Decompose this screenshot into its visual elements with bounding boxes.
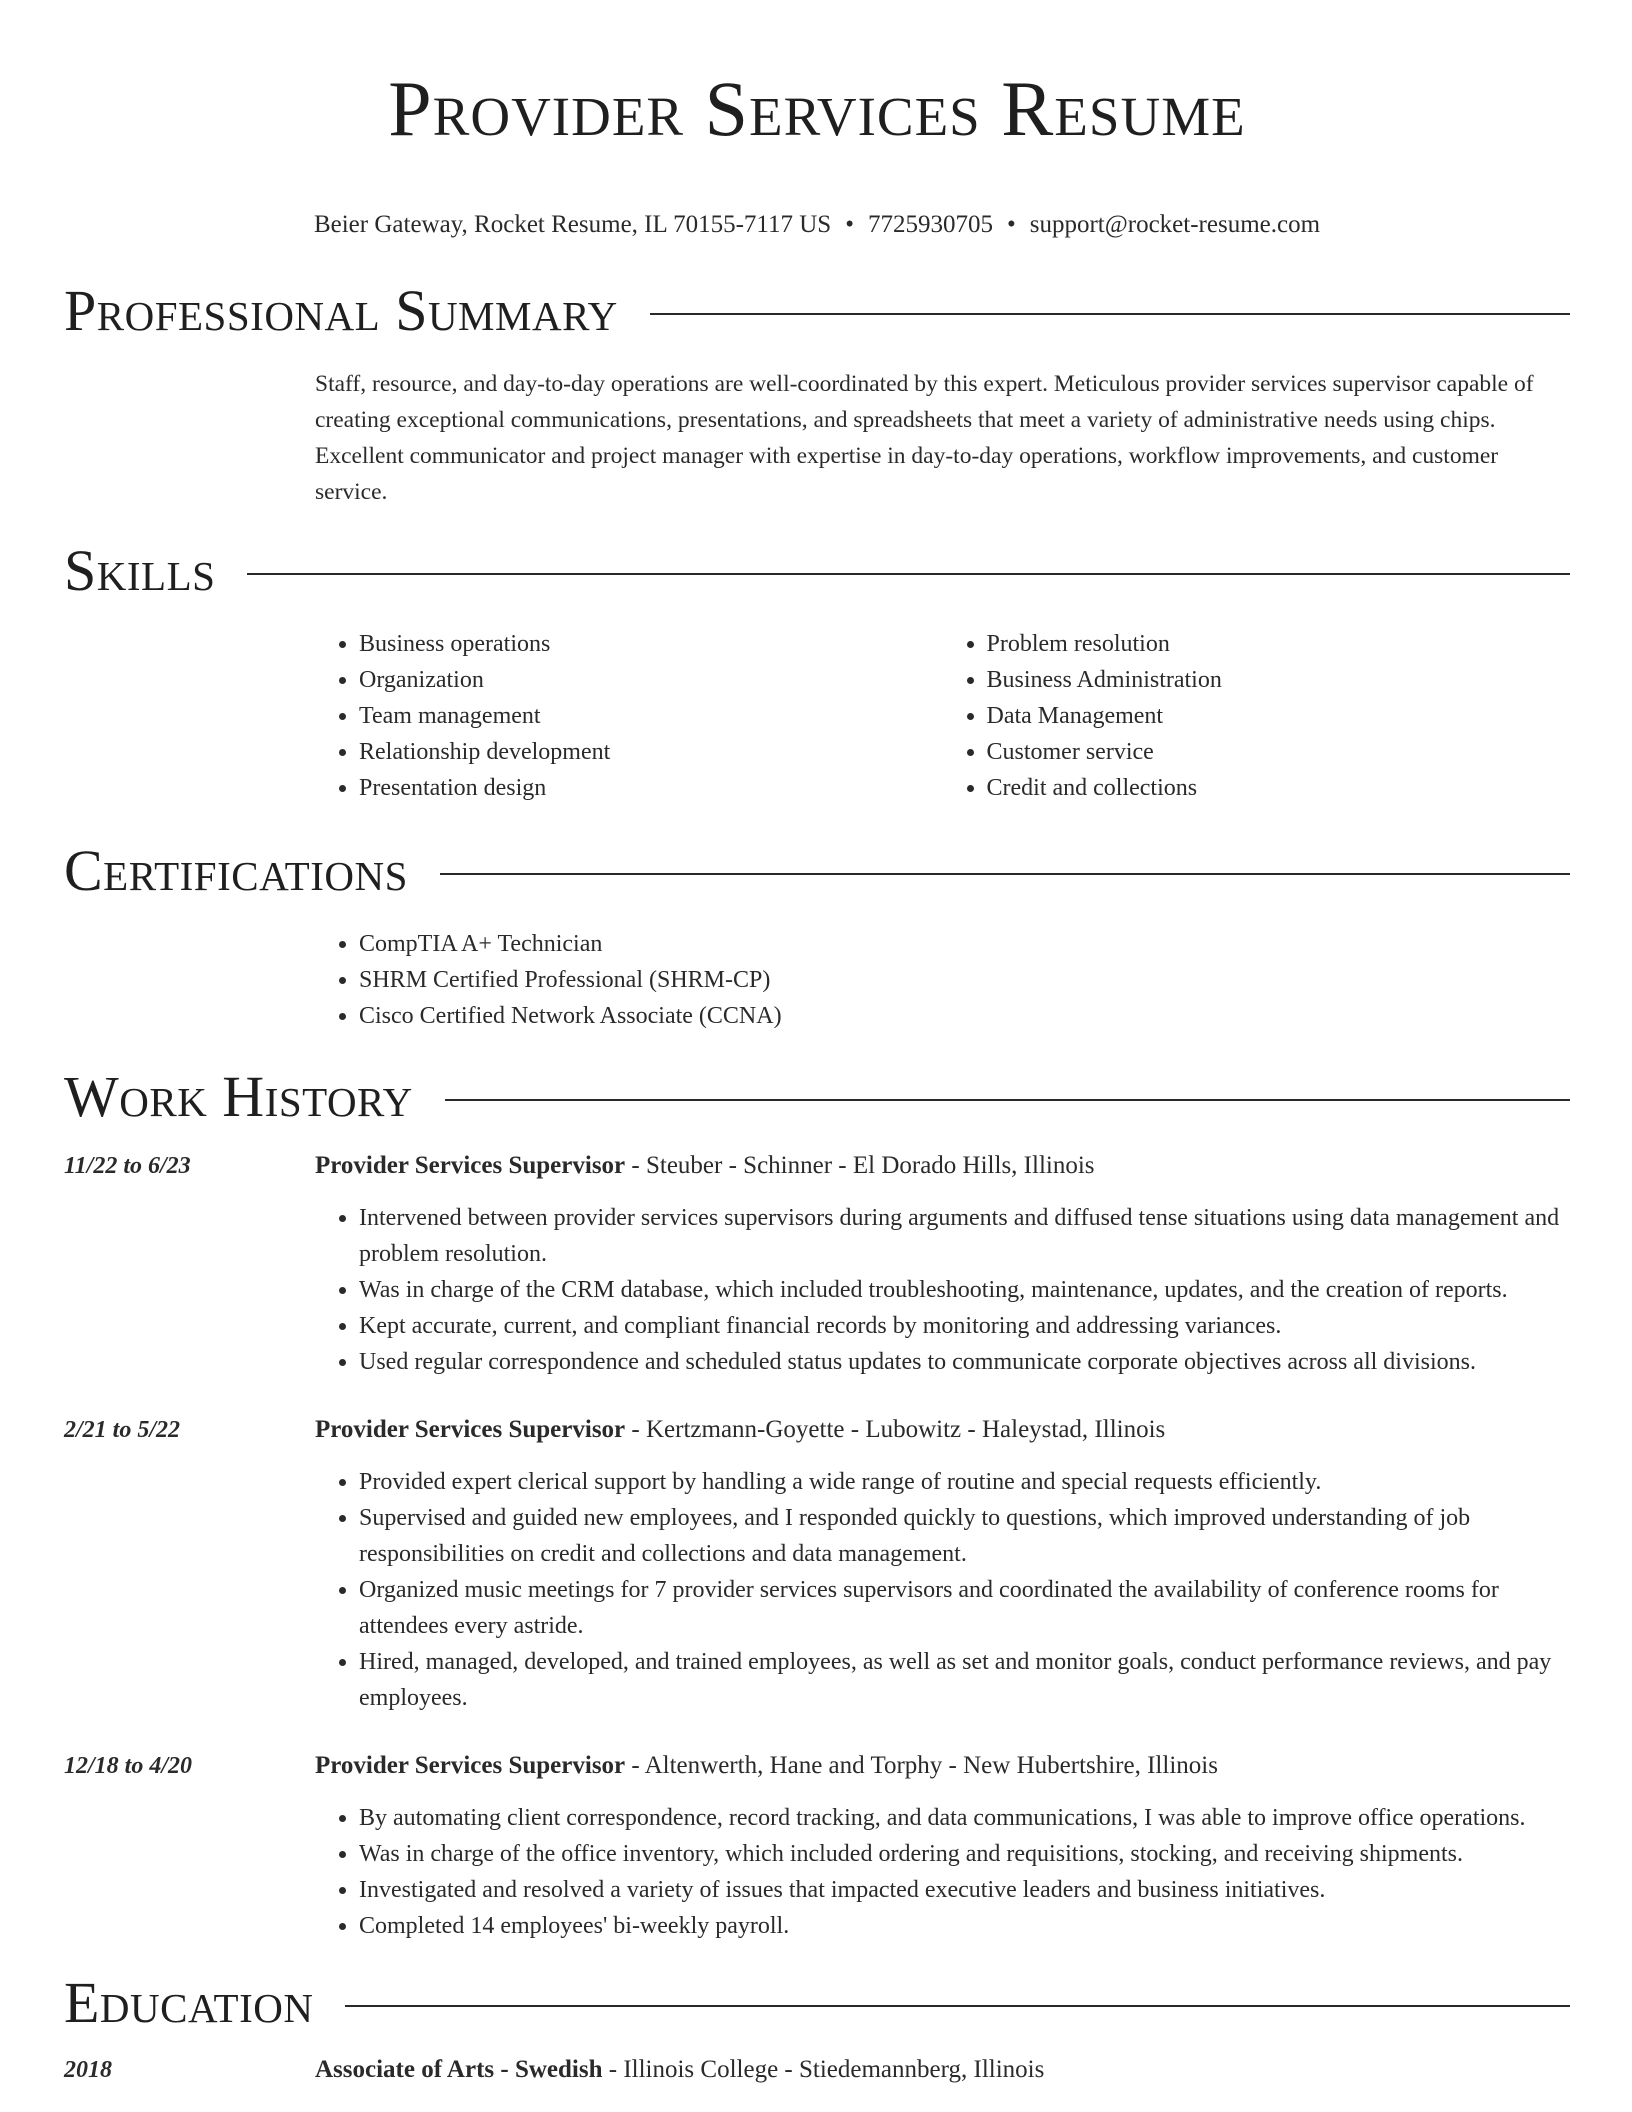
- job-bullet: • Intervened between provider services supervisors during arguments and diffused tense situations using data management and problem resolution.: [359, 1200, 1570, 1272]
- work-history-list: [64, 1148, 1570, 1944]
- work-history-heading: Work History: [64, 1064, 413, 1129]
- job-date: 12/18 to 4/20: [64, 1753, 193, 1779]
- skill-item: • Business operations: [359, 626, 943, 662]
- section-divider: [440, 873, 1570, 875]
- job-bullets: [315, 1200, 1570, 1380]
- skill-item: • Problem resolution: [987, 626, 1571, 662]
- contact-phone: 7725930705: [867, 211, 993, 238]
- summary-heading: Professional Summary: [64, 278, 618, 343]
- certification-item: • CompTIA A+ Technician: [359, 926, 1570, 962]
- contact-separator: •: [1006, 211, 1016, 238]
- certifications-heading: Certifications: [64, 838, 408, 903]
- section-divider: [650, 313, 1570, 315]
- job-bullet: • Supervised and guided new employees, and I responded quickly to questions, which improved understanding of job responsibilities on credit and collections and data management.: [359, 1500, 1570, 1572]
- education-date: 2018: [64, 2057, 112, 2083]
- resume-title: Provider Services Resume: [388, 65, 1246, 152]
- job-bullet: • Investigated and resolved a variety of issues that impacted executive leaders and business initiatives.: [359, 1872, 1570, 1908]
- job-bullet: • Used regular correspondence and scheduled status updates to communicate corporate objectives across all divisions.: [359, 1344, 1570, 1380]
- skill-item: • Presentation design: [359, 770, 943, 806]
- job-role: Provider Services Supervisor: [315, 1152, 626, 1179]
- job-entry: [64, 1148, 1570, 1380]
- education-entry: [64, 2052, 1570, 2088]
- skill-item: • Business Administration: [987, 662, 1571, 698]
- education-headline: [315, 2052, 1570, 2088]
- job-employer: - Kertzmann-Goyette - Lubowitz - Haleystad, Illinois: [625, 1416, 1166, 1443]
- job-bullet: • Completed 14 employees' bi-weekly payroll.: [359, 1908, 1570, 1944]
- contact-email: support@rocket-resume.com: [1029, 211, 1321, 238]
- skill-item: • Data Management: [987, 698, 1571, 734]
- job-bullets: [315, 1800, 1570, 1944]
- contact-address: Beier Gateway, Rocket Resume, IL 70155-7117 US: [313, 211, 832, 238]
- contact-separator: •: [845, 211, 854, 238]
- job-bullet: • Kept accurate, current, and compliant financial records by monitoring and addressing variances.: [359, 1308, 1570, 1344]
- summary-section-header: [64, 276, 1570, 346]
- section-divider: [247, 573, 1570, 575]
- education-section-header: [64, 1968, 1570, 2038]
- skills-heading: Skills: [64, 538, 216, 603]
- skills-column-right: [943, 626, 1571, 806]
- job-headline: [315, 1748, 1570, 1784]
- certification-item: • Cisco Certified Network Associate (CCNA): [359, 998, 1570, 1034]
- job-entry: [64, 1748, 1570, 1944]
- section-divider: [445, 1099, 1570, 1101]
- certification-item: • SHRM Certified Professional (SHRM-CP): [359, 962, 1570, 998]
- education-degree: Associate of Arts - Swedish: [315, 2056, 603, 2083]
- skills-list: [315, 626, 1570, 806]
- skills-column-left: [315, 626, 943, 806]
- skill-item: • Relationship development: [359, 734, 943, 770]
- job-bullet: • Hired, managed, developed, and trained employees, as well as set and monitor goals, conduct performance reviews, and pay employees.: [359, 1644, 1570, 1716]
- job-headline: [315, 1412, 1570, 1448]
- skills-section-header: [64, 536, 1570, 606]
- education-school: - Illinois College - Stiedemannberg, Illinois: [602, 2056, 1045, 2083]
- education-heading: Education: [64, 1970, 314, 2035]
- job-bullet: • Was in charge of the office inventory, which included ordering and requisitions, stocking, and receiving shipments.: [359, 1836, 1570, 1872]
- skill-item: • Organization: [359, 662, 943, 698]
- skill-item: • Customer service: [987, 734, 1571, 770]
- summary-text: Staff, resource, and day-to-day operations are well-coordinated by this expert. Meticulous provider services supervisor capable of creating exceptional communications, presentations, and spreadsheets that meet a variety of administrative needs using chips. Excellent communicator and project manager with expertise in day-to-day operations, workflow improvements, and customer service.: [315, 371, 1534, 505]
- section-divider: [345, 2005, 1570, 2007]
- job-bullet: • By automating client correspondence, record tracking, and data communications, I was able to improve office operations.: [359, 1800, 1570, 1836]
- job-headline: [315, 1148, 1570, 1184]
- work-history-section-header: [64, 1062, 1570, 1132]
- job-role: Provider Services Supervisor: [315, 1416, 626, 1443]
- job-employer: - Steuber - Schinner - El Dorado Hills, Illinois: [625, 1152, 1095, 1179]
- skill-item: • Team management: [359, 698, 943, 734]
- job-date: 2/21 to 5/22: [64, 1417, 181, 1443]
- certifications-list: [315, 926, 1570, 1034]
- certifications-section-header: [64, 836, 1570, 906]
- skill-item: • Credit and collections: [987, 770, 1571, 806]
- job-bullet: • Was in charge of the CRM database, which included troubleshooting, maintenance, updates, and the creation of reports.: [359, 1272, 1570, 1308]
- contact-line: [64, 210, 1570, 240]
- job-entry: [64, 1412, 1570, 1716]
- job-bullet: • Organized music meetings for 7 provider services supervisors and coordinated the availability of conference rooms for attendees every astride.: [359, 1572, 1570, 1644]
- job-date: 11/22 to 6/23: [64, 1153, 191, 1179]
- job-employer: - Altenwerth, Hane and Torphy - New Hubertshire, Illinois: [625, 1752, 1218, 1779]
- job-bullets: [315, 1464, 1570, 1716]
- job-bullet: • Provided expert clerical support by handling a wide range of routine and special requests efficiently.: [359, 1464, 1570, 1500]
- job-role: Provider Services Supervisor: [315, 1752, 626, 1779]
